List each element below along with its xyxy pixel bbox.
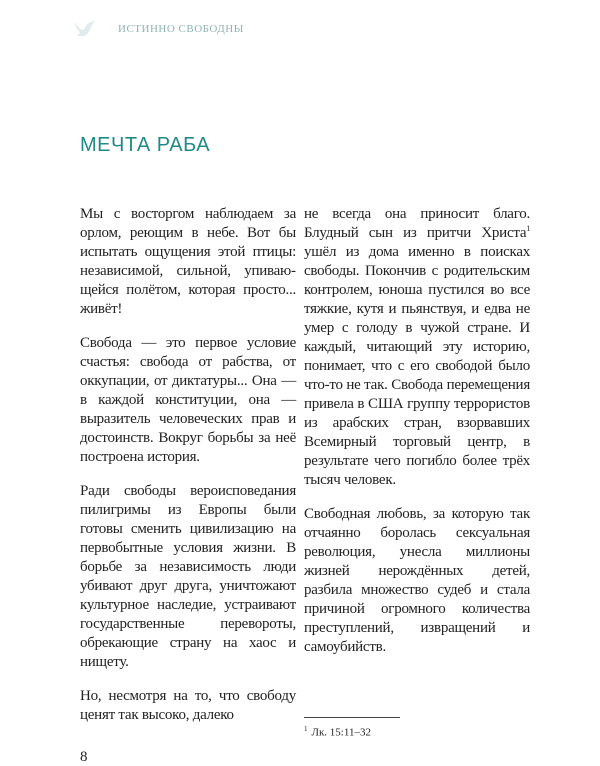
text-columns	[80, 205, 600, 740]
paragraph: Свобода — это первое условие счастья: свобода от рабства, от оккупации, от диктатуры... Она — в каждой конституции, она — выразитель человеческих прав и достоинств. Вокруг борьбы за неё построена история.	[80, 335, 296, 465]
paragraph: Свободная любовь, за которую так отчаянно боролась сексуальная революция, унесла миллионы жизней нерождённых детей, разбила множество судеб и стала причиной огромного количества преступлений, извращений и самоубийств.	[304, 506, 530, 655]
footnote-text: Лк. 15:11–32	[311, 727, 371, 739]
paragraph-text: ушёл из дома именно в поисках свободы. Покончив с родительским контролем, юноша пустился во все тяжкие, кутя и пьянствуя, и едва не умер с голоду в чужой стране. И каждый, читающий эту историю, понимает, что с его свободой было что-то не так. Свобода перемещения привела в США группу террористов из арабских стран, взорвавших Всемирный торговый центр, в результате чего погибло более трёх тысяч человек.	[304, 244, 530, 488]
left-column	[80, 205, 296, 740]
right-column	[304, 205, 530, 740]
paragraph: Но, несмотря на то, что свободу ценят так высоко, далеко	[80, 688, 296, 723]
paragraph: Мы с восторгом наблюдаем за орлом, реющим в небе. Вот бы испытать ощущения этой птицы: независимой, сильной, упивающейся полётом, которая просто... живёт!	[80, 206, 296, 317]
footnote-divider	[304, 717, 400, 718]
chapter-title: МЕЧТА РАБА	[80, 134, 211, 156]
running-header: ИСТИННО СВОБОДНЫ	[118, 23, 244, 35]
dove-icon	[72, 16, 98, 42]
paragraph	[304, 205, 530, 490]
footnote	[304, 723, 530, 740]
paragraph: Ради свободы вероисповедания пилигримы из Европы были готовы сменить цивилизацию на первобытные условия жизни. В борьбе за независимость люди убивают друг друга, уничтожают культурное наследие, устраивают государственные перевороты, обрекающие страну на хаос и нищету.	[80, 483, 296, 670]
paragraph-text: не всегда она приносит благо. Блудный сын из притчи Христа	[304, 206, 530, 241]
page-number: 8	[80, 749, 88, 765]
footnote-mark: 1	[304, 725, 308, 734]
footnote-reference: 1	[526, 224, 530, 233]
page-header	[72, 16, 600, 42]
footnote-block	[304, 711, 530, 740]
